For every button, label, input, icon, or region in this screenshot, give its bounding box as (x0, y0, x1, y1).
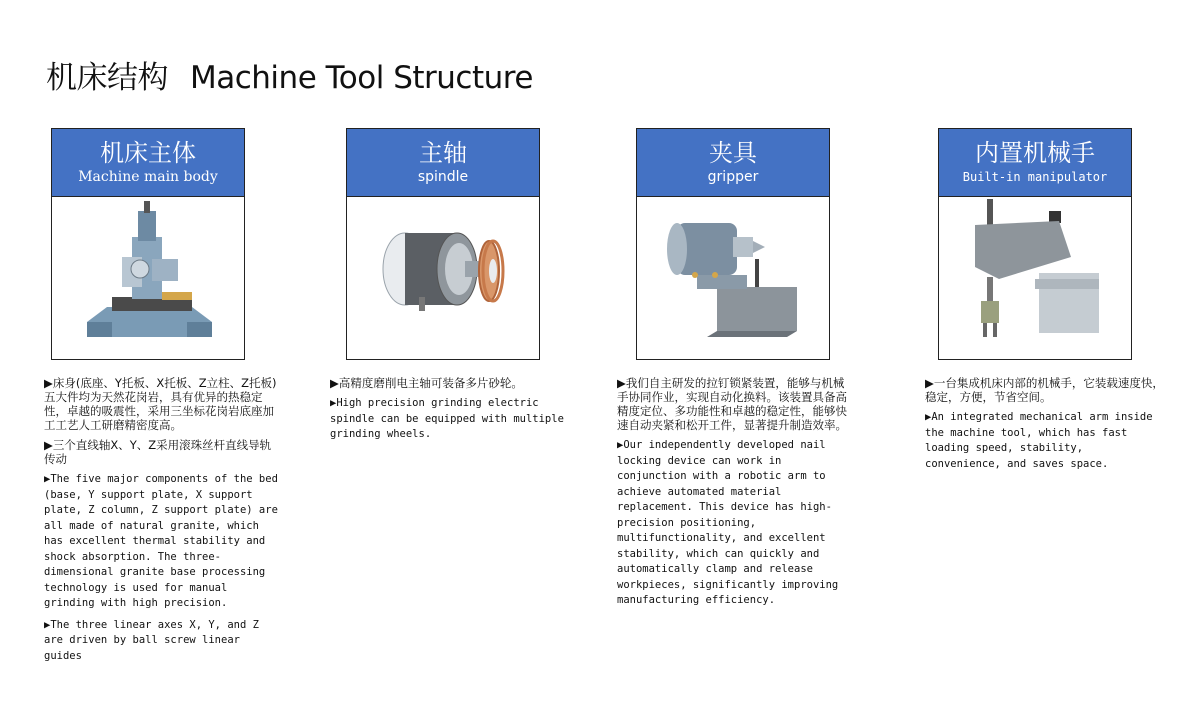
page-title-en: Machine Tool Structure (190, 60, 533, 96)
page-title-zh: 机床结构 (46, 60, 168, 96)
card-title-zh: 主轴 (419, 139, 467, 167)
card-header (52, 129, 244, 197)
desc-paragraph: ▶我们自主研发的拉钉锁紧装置，能够与机械手协同作业，实现自动化换料。该装置具备高精度定位、多功能性和卓越的稳定性，能够快速自动夹紧和松开工件，显著提升制造效率。 (617, 376, 847, 432)
desc-paragraph: ▶Our independently developed nail locking device can work in conjunction with a robotic arm to achieve automated material replacement. This device has high-precision positioning, multifunctionality, and excellent stability, which can quickly and automatically clamp and release workpieces, significantly improving manufacturing efficiency. (617, 439, 839, 606)
card-title-en: gripper (707, 169, 759, 185)
machine-main-body-image (52, 197, 244, 359)
card-title-zh: 机床主体 (100, 139, 196, 167)
card-header (939, 129, 1131, 197)
desc-paragraph: ▶高精度磨削电主轴可装备多片砂轮。 (330, 376, 523, 390)
desc-paragraph: ▶床身(底座、Y托板、X托板、Z立柱、Z托板)五大件均为天然花岗岩，具有优异的热稳定性，卓越的吸震性，采用三坐标花岗岩底座加工工艺人工研磨精密度高。 (44, 376, 277, 432)
card-header (637, 129, 829, 197)
page-title (46, 52, 533, 97)
desc-paragraph: ▶三个直线轴X、Y、Z采用滚珠丝杆直线导轨传动 (44, 438, 272, 466)
desc-paragraph: ▶High precision grinding electric spindle can be equipped with multiple grinding wheels. (330, 397, 564, 440)
card-gripper (636, 128, 830, 360)
card-description-machine-main-body (44, 376, 280, 670)
card-description-gripper (617, 376, 855, 615)
card-description-spindle (330, 376, 566, 449)
card-title-zh: 内置机械手 (975, 139, 1095, 167)
card-built-in-manipulator (938, 128, 1132, 360)
spindle-image (347, 197, 539, 359)
desc-paragraph: ▶An integrated mechanical arm inside the machine tool, which has fast loading speed, stability, convenience, and saves space. (925, 411, 1153, 470)
built-in-manipulator-image (939, 197, 1131, 359)
card-description-built-in-manipulator (925, 376, 1165, 478)
card-header (347, 129, 539, 197)
card-title-en: spindle (417, 169, 469, 185)
card-title-en: Machine main body (78, 169, 218, 185)
desc-paragraph: ▶The three linear axes X, Y, and Z are driven by ball screw linear guides (44, 618, 259, 662)
desc-paragraph: ▶The five major components of the bed (base, Y support plate, X support plate, Z column, Z support plate) are all made of natural granite, which has excellent thermal stability and shock absorption. The three-dimensional granite base processing technology is used for manual grinding with high precision. (44, 473, 278, 609)
card-title-zh: 夹具 (709, 139, 757, 167)
card-machine-main-body (51, 128, 245, 360)
card-title-en: Built-in manipulator (962, 170, 1108, 184)
desc-paragraph: ▶一台集成机床内部的机械手，它装载速度快，稳定，方便，节省空间。 (925, 376, 1164, 404)
gripper-image (637, 197, 829, 359)
card-spindle (346, 128, 540, 360)
